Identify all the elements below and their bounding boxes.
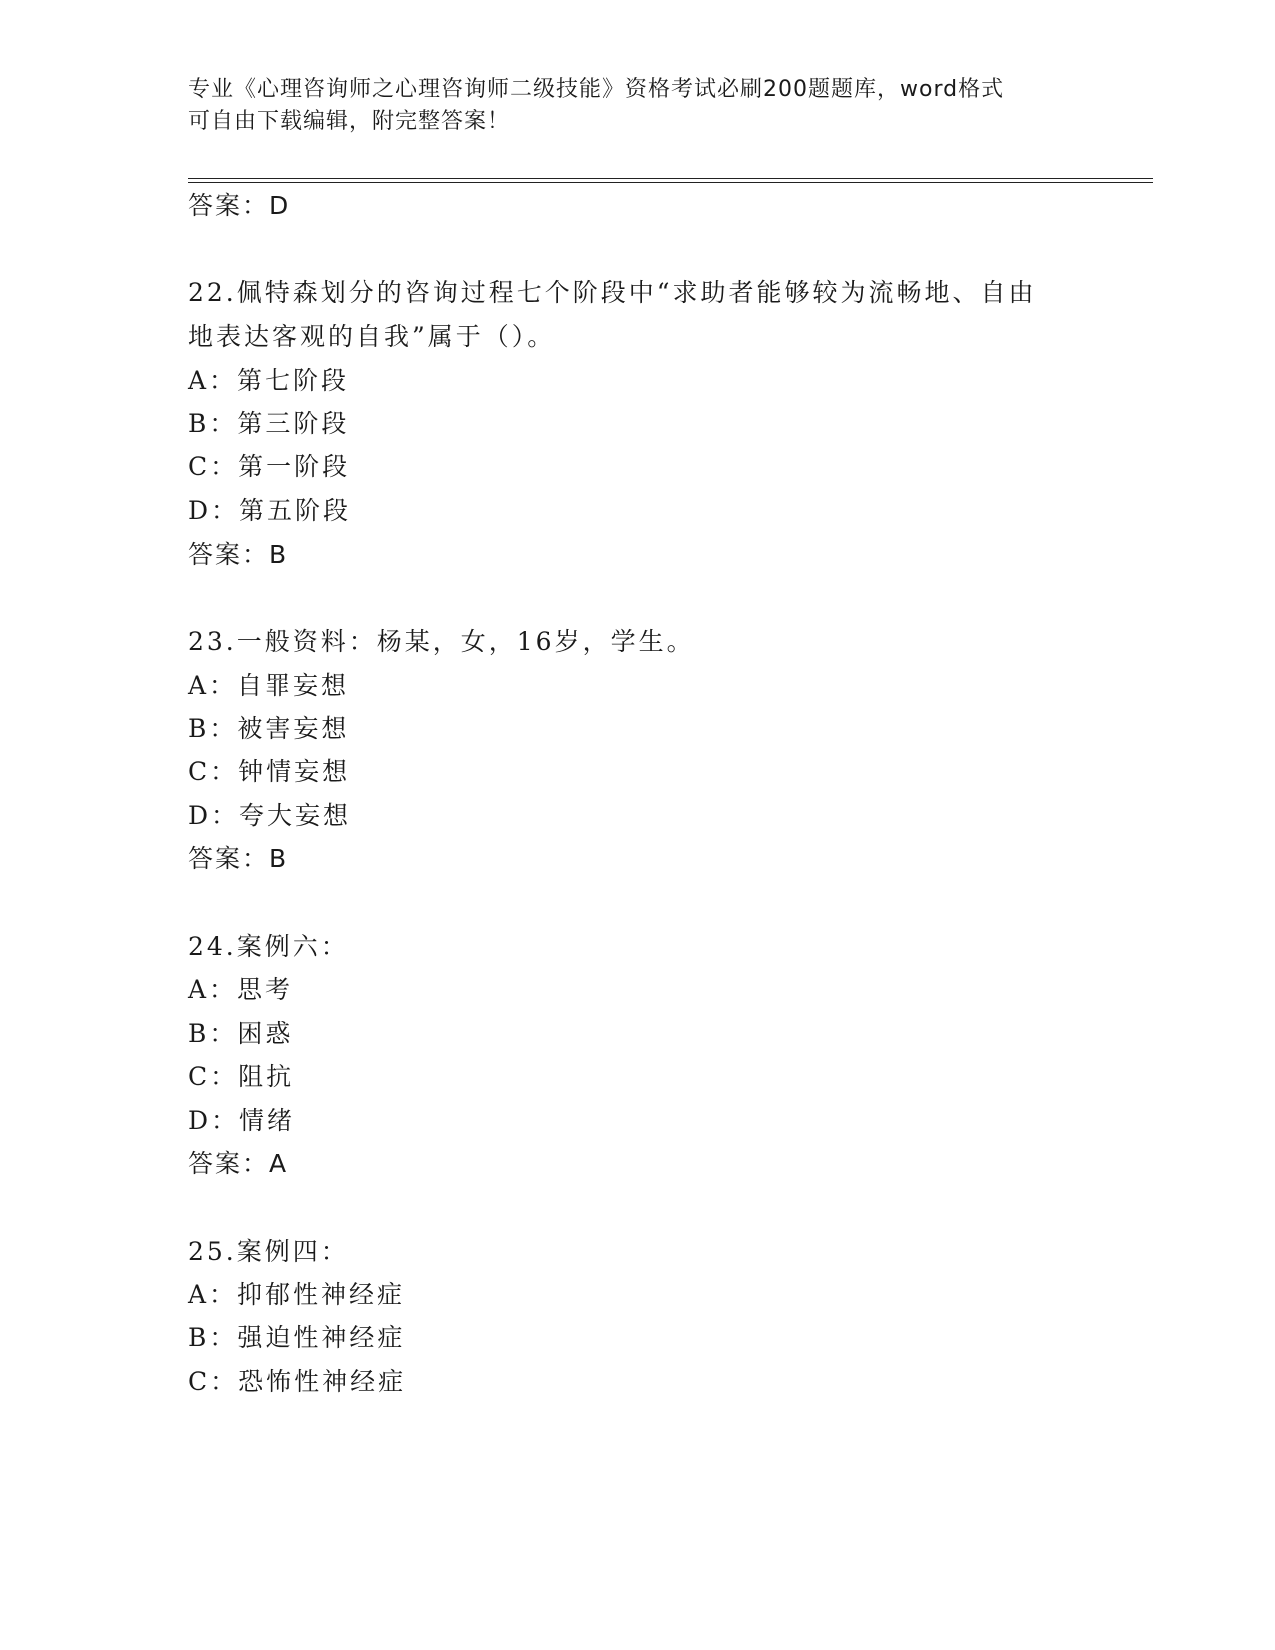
question-24-stem: 24.案例六： bbox=[188, 932, 349, 961]
question-25-option-a: A：抑郁性神经症 bbox=[188, 1280, 406, 1309]
question-23-option-d: D：夸大妄想 bbox=[188, 801, 352, 830]
header-divider bbox=[188, 178, 1153, 183]
question-22-option-c: C：第一阶段 bbox=[188, 452, 351, 481]
question-24-option-d: D：情绪 bbox=[188, 1106, 296, 1135]
question-24-option-c: C：阻抗 bbox=[188, 1062, 295, 1091]
question-24-option-a: A：思考 bbox=[188, 975, 294, 1004]
document-header bbox=[188, 74, 1068, 138]
question-23-option-c: C：钟情妄想 bbox=[188, 757, 351, 786]
question-25-stem: 25.案例四： bbox=[188, 1237, 349, 1266]
question-24-option-b: B：困惑 bbox=[188, 1019, 294, 1048]
question-23-option-a: A：自罪妄想 bbox=[188, 671, 350, 700]
question-22-answer: 答案：B bbox=[188, 540, 289, 569]
question-22-option-d: D：第五阶段 bbox=[188, 496, 352, 525]
question-23-stem: 23.一般资料：杨某，女，16岁，学生。 bbox=[188, 627, 695, 656]
question-24-answer: 答案：A bbox=[188, 1149, 289, 1178]
header-line-1: 专业《心理咨询师之心理咨询师二级技能》资格考试必刷200题题库，word格式 bbox=[188, 77, 1005, 102]
question-22-stem-line-1: 22.佩特森划分的咨询过程七个阶段中“求助者能够较为流畅地、自由 bbox=[188, 278, 1037, 307]
question-23-option-b: B：被害妄想 bbox=[188, 714, 350, 743]
question-22-stem-line-2: 地表达客观的自我”属于（）。 bbox=[188, 322, 556, 351]
header-line-2: 可自由下载编辑，附完整答案！ bbox=[188, 109, 511, 134]
question-23-answer: 答案：B bbox=[188, 844, 289, 873]
question-25-option-c: C：恐怖性神经症 bbox=[188, 1367, 407, 1396]
question-22-option-b: B：第三阶段 bbox=[188, 409, 350, 438]
question-22-option-a: A：第七阶段 bbox=[188, 366, 350, 395]
question-25-option-b: B：强迫性神经症 bbox=[188, 1323, 406, 1352]
previous-answer: 答案：D bbox=[188, 191, 291, 220]
